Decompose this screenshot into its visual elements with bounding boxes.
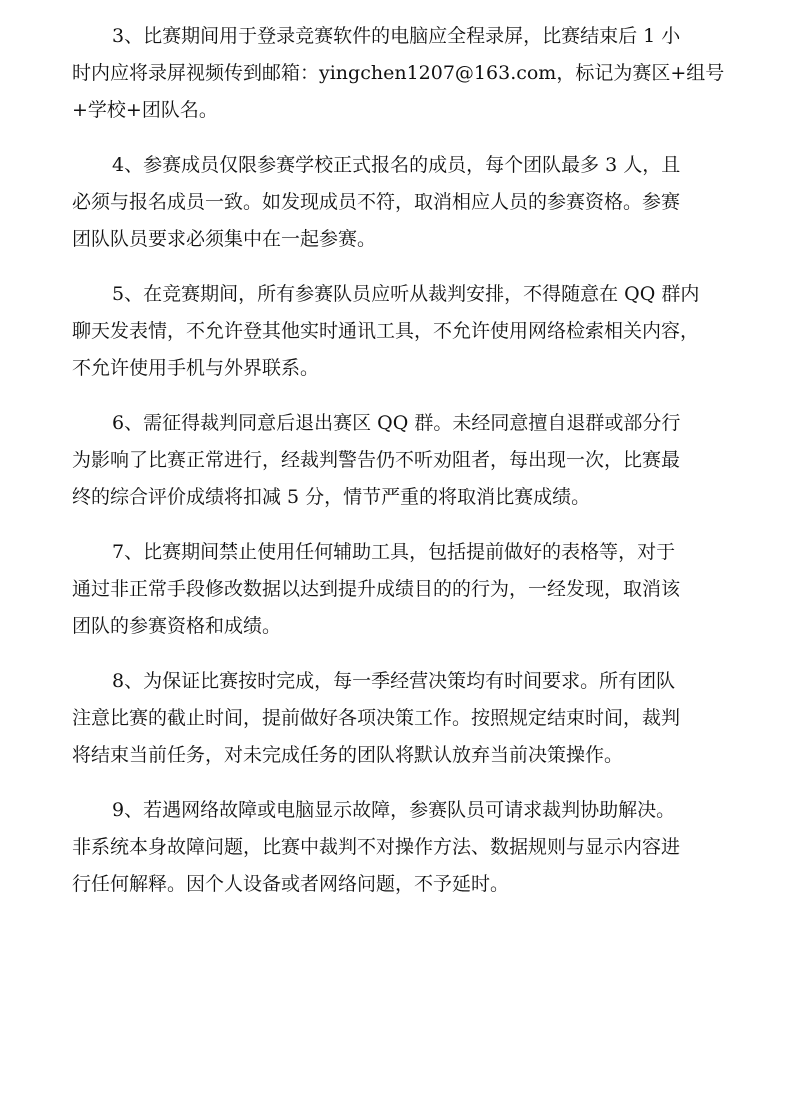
rule-line: 6、需征得裁判同意后退出赛区 QQ 群。未经同意擅自退群或部分行 xyxy=(112,412,681,434)
rule-line: 4、参赛成员仅限参赛学校正式报名的成员，每个团队最多 3 人，且 xyxy=(112,154,681,176)
rule-line: 7、比赛期间禁止使用任何辅助工具，包括提前做好的表格等，对于 xyxy=(112,541,676,563)
rule-line: 为影响了比赛正常进行，经裁判警告仍不听劝阻者，每出现一次，比赛最 xyxy=(72,449,681,471)
rule-4-paragraph xyxy=(72,147,770,258)
rule-line: 时内应将录屏视频传到邮箱：yingchen1207@163.com，标记为赛区+组号 xyxy=(72,62,725,84)
rule-line: 注意比赛的截止时间，提前做好各项决策工作。按照规定结束时间，裁判 xyxy=(72,707,681,729)
rule-9-paragraph xyxy=(72,792,770,903)
rule-line: 通过非正常手段修改数据以达到提升成绩目的的行为，一经发现，取消该 xyxy=(72,578,681,600)
rule-line: 将结束当前任务，对未完成任务的团队将默认放弃当前决策操作。 xyxy=(72,744,624,766)
rule-line: 团队队员要求必须集中在一起参赛。 xyxy=(72,228,377,250)
rule-line: 非系统本身故障问题，比赛中裁判不对操作方法、数据规则与显示内容进 xyxy=(72,836,681,858)
rule-line: 不允许使用手机与外界联系。 xyxy=(72,357,320,379)
rule-line: 终的综合评价成绩将扣减 5 分，情节严重的将取消比赛成绩。 xyxy=(72,486,591,508)
rule-6-paragraph xyxy=(72,405,770,516)
rule-8-paragraph xyxy=(72,663,770,774)
rule-line: 3、比赛期间用于登录竞赛软件的电脑应全程录屏，比赛结束后 1 小 xyxy=(112,25,681,47)
rule-line: 9、若遇网络故障或电脑显示故障，参赛队员可请求裁判协助解决。 xyxy=(112,799,676,821)
rule-5-paragraph xyxy=(72,276,770,387)
rule-line: 5、在竞赛期间，所有参赛队员应听从裁判安排，不得随意在 QQ 群内 xyxy=(112,283,700,305)
rule-7-paragraph xyxy=(72,534,770,645)
rule-line: +学校+团队名。 xyxy=(72,99,218,121)
rule-line: 行任何解释。因个人设备或者网络问题，不予延时。 xyxy=(72,873,510,895)
rule-3-paragraph xyxy=(72,18,770,129)
rule-line: 聊天发表情，不允许登其他实时通讯工具，不允许使用网络检索相关内容， xyxy=(72,320,700,342)
rule-line: 必须与报名成员一致。如发现成员不符，取消相应人员的参赛资格。参赛 xyxy=(72,191,681,213)
rule-line: 团队的参赛资格和成绩。 xyxy=(72,615,282,637)
rule-line: 8、为保证比赛按时完成，每一季经营决策均有时间要求。所有团队 xyxy=(112,670,676,692)
